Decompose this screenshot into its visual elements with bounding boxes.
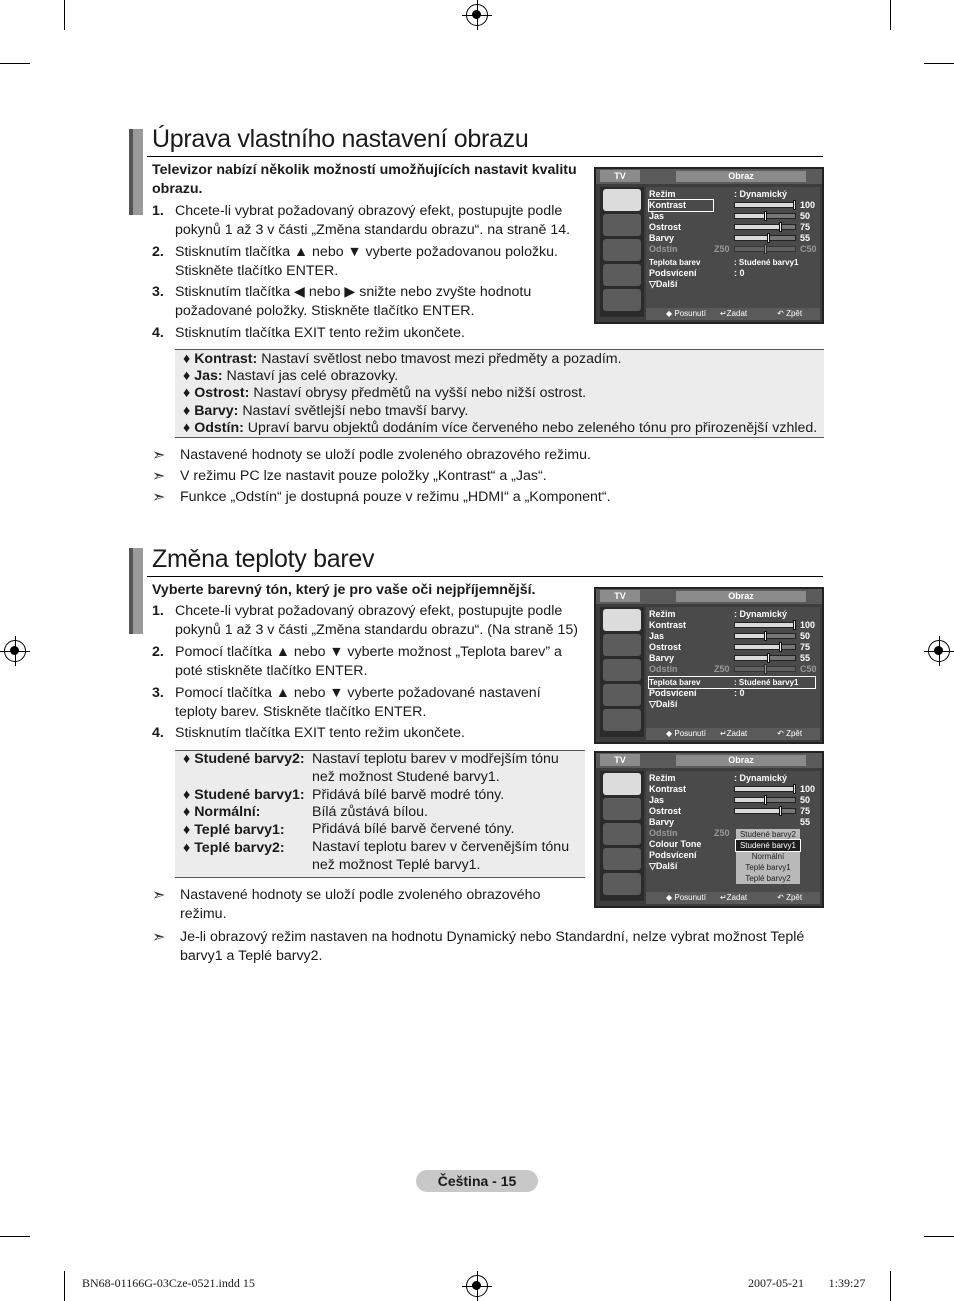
osd-footer: ◆ Posunutí ↵Zadat ↶ Zpět: [646, 308, 820, 320]
osd-menu-item: Ostrost: [649, 222, 682, 232]
osd-slider: [734, 213, 796, 219]
input-icon: [603, 289, 641, 311]
osd-menu-item: Odstín: [649, 828, 678, 838]
osd-value: : 0: [734, 268, 745, 278]
sound-icon: [603, 798, 641, 820]
note-item: ➣ Je-li obrazový režim nastaven na hodnotu Dynamický nebo Standardní, nelze vybrat možnost Teplé barvy1 a Teplé barvy2.: [152, 929, 805, 964]
osd-menu-item: Jas: [649, 631, 665, 641]
step-item: 2. Stisknutím tlačítka ▲ nebo ▼ vyberte požadovanou položku. Stiskněte tlačítko ENTER.: [152, 244, 558, 279]
osd-value: Z50: [714, 244, 730, 254]
note-arrow-icon: ➣: [152, 447, 166, 464]
input-icon: [603, 709, 641, 731]
section-title: Změna teploty barev: [152, 545, 375, 573]
definition-term: ♦ Studené barvy1:: [183, 787, 305, 803]
osd-tv-label: TV: [600, 754, 640, 766]
definition-term: ♦ Studené barvy2:: [183, 751, 305, 767]
osd-menu-item: Odstín: [649, 664, 678, 674]
osd-menu-item: Barvy: [649, 817, 675, 827]
crop-mark: [890, 1271, 891, 1301]
osd-screen-picture: [594, 167, 824, 324]
osd-tv-label: TV: [600, 170, 640, 182]
definition-term: ♦ Normální:: [183, 804, 261, 820]
osd-value: Z50: [714, 664, 730, 674]
osd-menu-item: Režim: [649, 773, 676, 783]
osd-menu-item: Režim: [649, 609, 676, 619]
osd-slider: [734, 808, 796, 814]
definition-item: ♦ Jas: Nastaví jas celé obrazovky.: [183, 368, 399, 385]
dropdown-option[interactable]: Studené barvy2: [739, 830, 797, 839]
osd-value: 50: [800, 631, 811, 641]
definition-item: ♦ Barvy: Nastaví světlejší nebo tmavší barvy.: [183, 402, 469, 419]
registration-mark-icon: [466, 4, 488, 26]
osd-title: Obraz: [676, 755, 806, 766]
heading-bar: [129, 548, 143, 634]
step-item: 4. Stisknutím tlačítka EXIT tento režim ukončete.: [152, 325, 465, 341]
page-number-label: Čeština - 15: [416, 1170, 538, 1192]
note-item: ➣ V režimu PC lze nastavit pouze položky „Kontrast“ a „Jas“.: [152, 468, 547, 485]
osd-slider: [734, 797, 796, 803]
osd-sidebar: [600, 187, 644, 317]
definition-item: ♦ Ostrost: Nastaví obrysy předmětů na vyšší nebo nižší ostrost.: [183, 385, 587, 402]
osd-menu-item: Jas: [649, 795, 665, 805]
definition-box: [175, 349, 824, 438]
osd-menu-item: Kontrast: [649, 784, 687, 794]
step-item: 3. Stisknutím tlačítka ◀ nebo ▶ snižte nebo zvyšte hodnotu požadované položky. Stiskněte tlačítko ENTER.: [152, 284, 532, 319]
dropdown-option[interactable]: Normální: [751, 852, 785, 861]
crop-mark: [924, 1236, 954, 1237]
definition-desc: Přidává bílé barvě modré tóny.: [312, 787, 505, 803]
osd-slider: [734, 633, 796, 639]
osd-menu-item: Barvy: [649, 653, 675, 663]
osd-sidebar: [600, 607, 644, 737]
channel-icon: [603, 823, 641, 845]
definition-term: ♦ Teplé barvy2:: [183, 840, 285, 856]
dropdown-option[interactable]: Teplé barvy2: [745, 874, 791, 883]
osd-value: 100: [800, 620, 816, 630]
osd-value: : Dynamický: [734, 773, 788, 783]
osd-value: : Dynamický: [734, 609, 788, 619]
channel-icon: [603, 239, 641, 261]
osd-value: : 0: [734, 688, 745, 698]
osd-menu-item: Podsvícení: [649, 688, 697, 698]
step-item: 3. Pomocí tlačítka ▲ nebo ▼ vyberte požadované nastavení teploty barev. Stiskněte tlačítko ENTER.: [152, 685, 541, 720]
osd-value: 100: [800, 784, 816, 794]
osd-value: 75: [800, 642, 811, 652]
step-item: 1. Chcete-li vybrat požadovaný obrazový efekt, postupujte podle pokynů 1 až 3 v části „Změna standardu obrazu“. (Na straně 15): [152, 603, 578, 638]
osd-menu-item: ▽Další: [649, 861, 678, 871]
heading-bar: [129, 129, 143, 215]
registration-mark-icon: [4, 640, 26, 662]
input-icon: [603, 873, 641, 895]
definition-desc: Přidává bílé barvě červené tóny.: [312, 821, 515, 837]
osd-sidebar: [600, 771, 644, 901]
osd-menu-item: Kontrast: [649, 200, 713, 211]
osd-slider: [734, 246, 796, 252]
osd-footer: ◆ Posunutí ↵Zadat ↶ Zpět: [646, 892, 820, 904]
heading-rule: [147, 576, 823, 577]
osd-value: 55: [800, 233, 811, 243]
osd-value: 100: [800, 200, 816, 210]
osd-slider: [734, 786, 796, 792]
footer-file-info: BN68-01166G-03Cze-0521.indd 15: [82, 1276, 255, 1290]
crop-mark: [0, 1236, 30, 1237]
osd-screen-picture: [594, 587, 824, 744]
osd-slider: [734, 202, 796, 208]
osd-screen-picture: [594, 751, 824, 908]
osd-tv-label: TV: [600, 590, 640, 602]
crop-mark: [924, 63, 954, 64]
footer-timestamp: 2007-05-21 􀀀􀀀 1:39:27: [748, 1276, 866, 1290]
osd-menu-item: Režim: [649, 189, 676, 199]
osd-slider: [734, 235, 796, 241]
note-item: ➣ Nastavené hodnoty se uloží podle zvoleného obrazového režimu.: [152, 887, 541, 922]
osd-menu-item: Jas: [649, 211, 665, 221]
step-item: 4. Stisknutím tlačítka EXIT tento režim ukončete.: [152, 725, 465, 741]
registration-mark-icon: [928, 640, 950, 662]
osd-menu-item: Teplota barev: [649, 258, 701, 267]
osd-menu-item: Odstín: [649, 244, 678, 254]
osd-value: C50: [800, 244, 817, 254]
note-item: ➣ Nastavené hodnoty se uloží podle zvoleného obrazového režimu.: [152, 447, 591, 464]
sound-icon: [603, 214, 641, 236]
osd-value: : Dynamický: [734, 189, 788, 199]
osd-menu-item: Ostrost: [649, 642, 682, 652]
osd-menu-item: Teplota barev: [649, 677, 815, 688]
setup-icon: [603, 264, 641, 286]
definition-item: ♦ Odstín: Upraví barvu objektů dodáním více červeného nebo zeleného tónu pro přirozenější vzhled.: [183, 419, 818, 436]
crop-mark: [890, 0, 891, 30]
definition-desc: Nastaví teplotu barev v červenějším tónu než možnost Teplé barvy1.: [312, 839, 570, 873]
osd-footer: ◆ Posunutí ↵Zadat ↶ Zpět: [646, 728, 820, 740]
picture-icon: [603, 189, 641, 211]
heading-rule: [147, 156, 823, 157]
section-title: Úprava vlastního nastavení obrazu: [152, 125, 529, 153]
osd-slider: [734, 644, 796, 650]
osd-menu-item: ▽Další: [649, 699, 678, 709]
dropdown-option-selected[interactable]: Studené barvy1: [736, 840, 800, 851]
note-arrow-icon: ➣: [152, 489, 166, 506]
setup-icon: [603, 848, 641, 870]
note-arrow-icon: ➣: [152, 468, 166, 485]
definition-desc: Nastaví teplotu barev v modřejším tónu než možnost Studené barvy1.: [312, 751, 559, 785]
definition-box: [175, 750, 585, 878]
osd-menu-item: Kontrast: [649, 620, 687, 630]
registration-mark-icon: [466, 1275, 488, 1297]
setup-icon: [603, 684, 641, 706]
osd-slider: [734, 666, 796, 672]
section-intro: Vyberte barevný tón, který je pro vaše oči nejpříjemnější.: [152, 582, 536, 598]
crop-mark: [0, 63, 30, 64]
crop-mark: [64, 1271, 65, 1301]
osd-value: Z50: [714, 828, 730, 838]
step-item: 1. Chcete-li vybrat požadovaný obrazový efekt, postupujte podle pokynů 1 až 3 v části „Změna standardu obrazu“. na straně 14.: [152, 203, 571, 238]
osd-menu-item: Barvy: [649, 233, 675, 243]
crop-mark: [64, 0, 65, 30]
osd-menu-item: Ostrost: [649, 806, 682, 816]
dropdown-option[interactable]: Teplé barvy1: [745, 863, 791, 872]
osd-menu-item: Podsvícení: [649, 268, 697, 278]
note-arrow-icon: ➣: [152, 929, 166, 946]
osd-slider: [734, 655, 796, 661]
note-arrow-icon: ➣: [152, 887, 166, 904]
osd-title: Obraz: [676, 171, 806, 182]
osd-value: : Studené barvy1: [734, 258, 799, 267]
definition-item: ♦ Kontrast: Nastaví světlost nebo tmavost mezi předměty a pozadím.: [183, 351, 622, 367]
osd-value: 50: [800, 795, 811, 805]
note-item: ➣ Funkce „Odstín“ je dostupná pouze v režimu „HDMI“ a „Komponent“.: [152, 489, 611, 506]
osd-value: 50: [800, 211, 811, 221]
definition-desc: Bílá zůstává bílou.: [312, 804, 428, 820]
osd-value: C50: [800, 664, 817, 674]
definition-term: ♦ Teplé barvy1:: [183, 822, 285, 838]
sound-icon: [603, 634, 641, 656]
picture-icon: [603, 773, 641, 795]
osd-menu-item: Colour Tone: [649, 839, 702, 849]
osd-value: 75: [800, 806, 811, 816]
osd-title: Obraz: [676, 591, 806, 602]
section-intro: Televizor nabízí několik možností umožňujících nastavit kvalitu obrazu.: [152, 162, 577, 197]
osd-slider: [734, 224, 796, 230]
channel-icon: [603, 659, 641, 681]
osd-menu-item: Podsvícení: [649, 850, 697, 860]
step-item: 2. Pomocí tlačítka ▲ nebo ▼ vyberte možnost „Teplota barev” a poté stiskněte tlačítko ENTER.: [152, 644, 562, 679]
osd-slider: [734, 622, 796, 628]
picture-icon: [603, 609, 641, 631]
osd-value: 55: [800, 817, 811, 827]
osd-value: 55: [800, 653, 811, 663]
osd-menu-item: ▽Další: [649, 279, 678, 289]
osd-value: : Studené barvy1: [734, 678, 799, 687]
colour-tone-dropdown[interactable]: [736, 829, 800, 884]
osd-value: 75: [800, 222, 811, 232]
